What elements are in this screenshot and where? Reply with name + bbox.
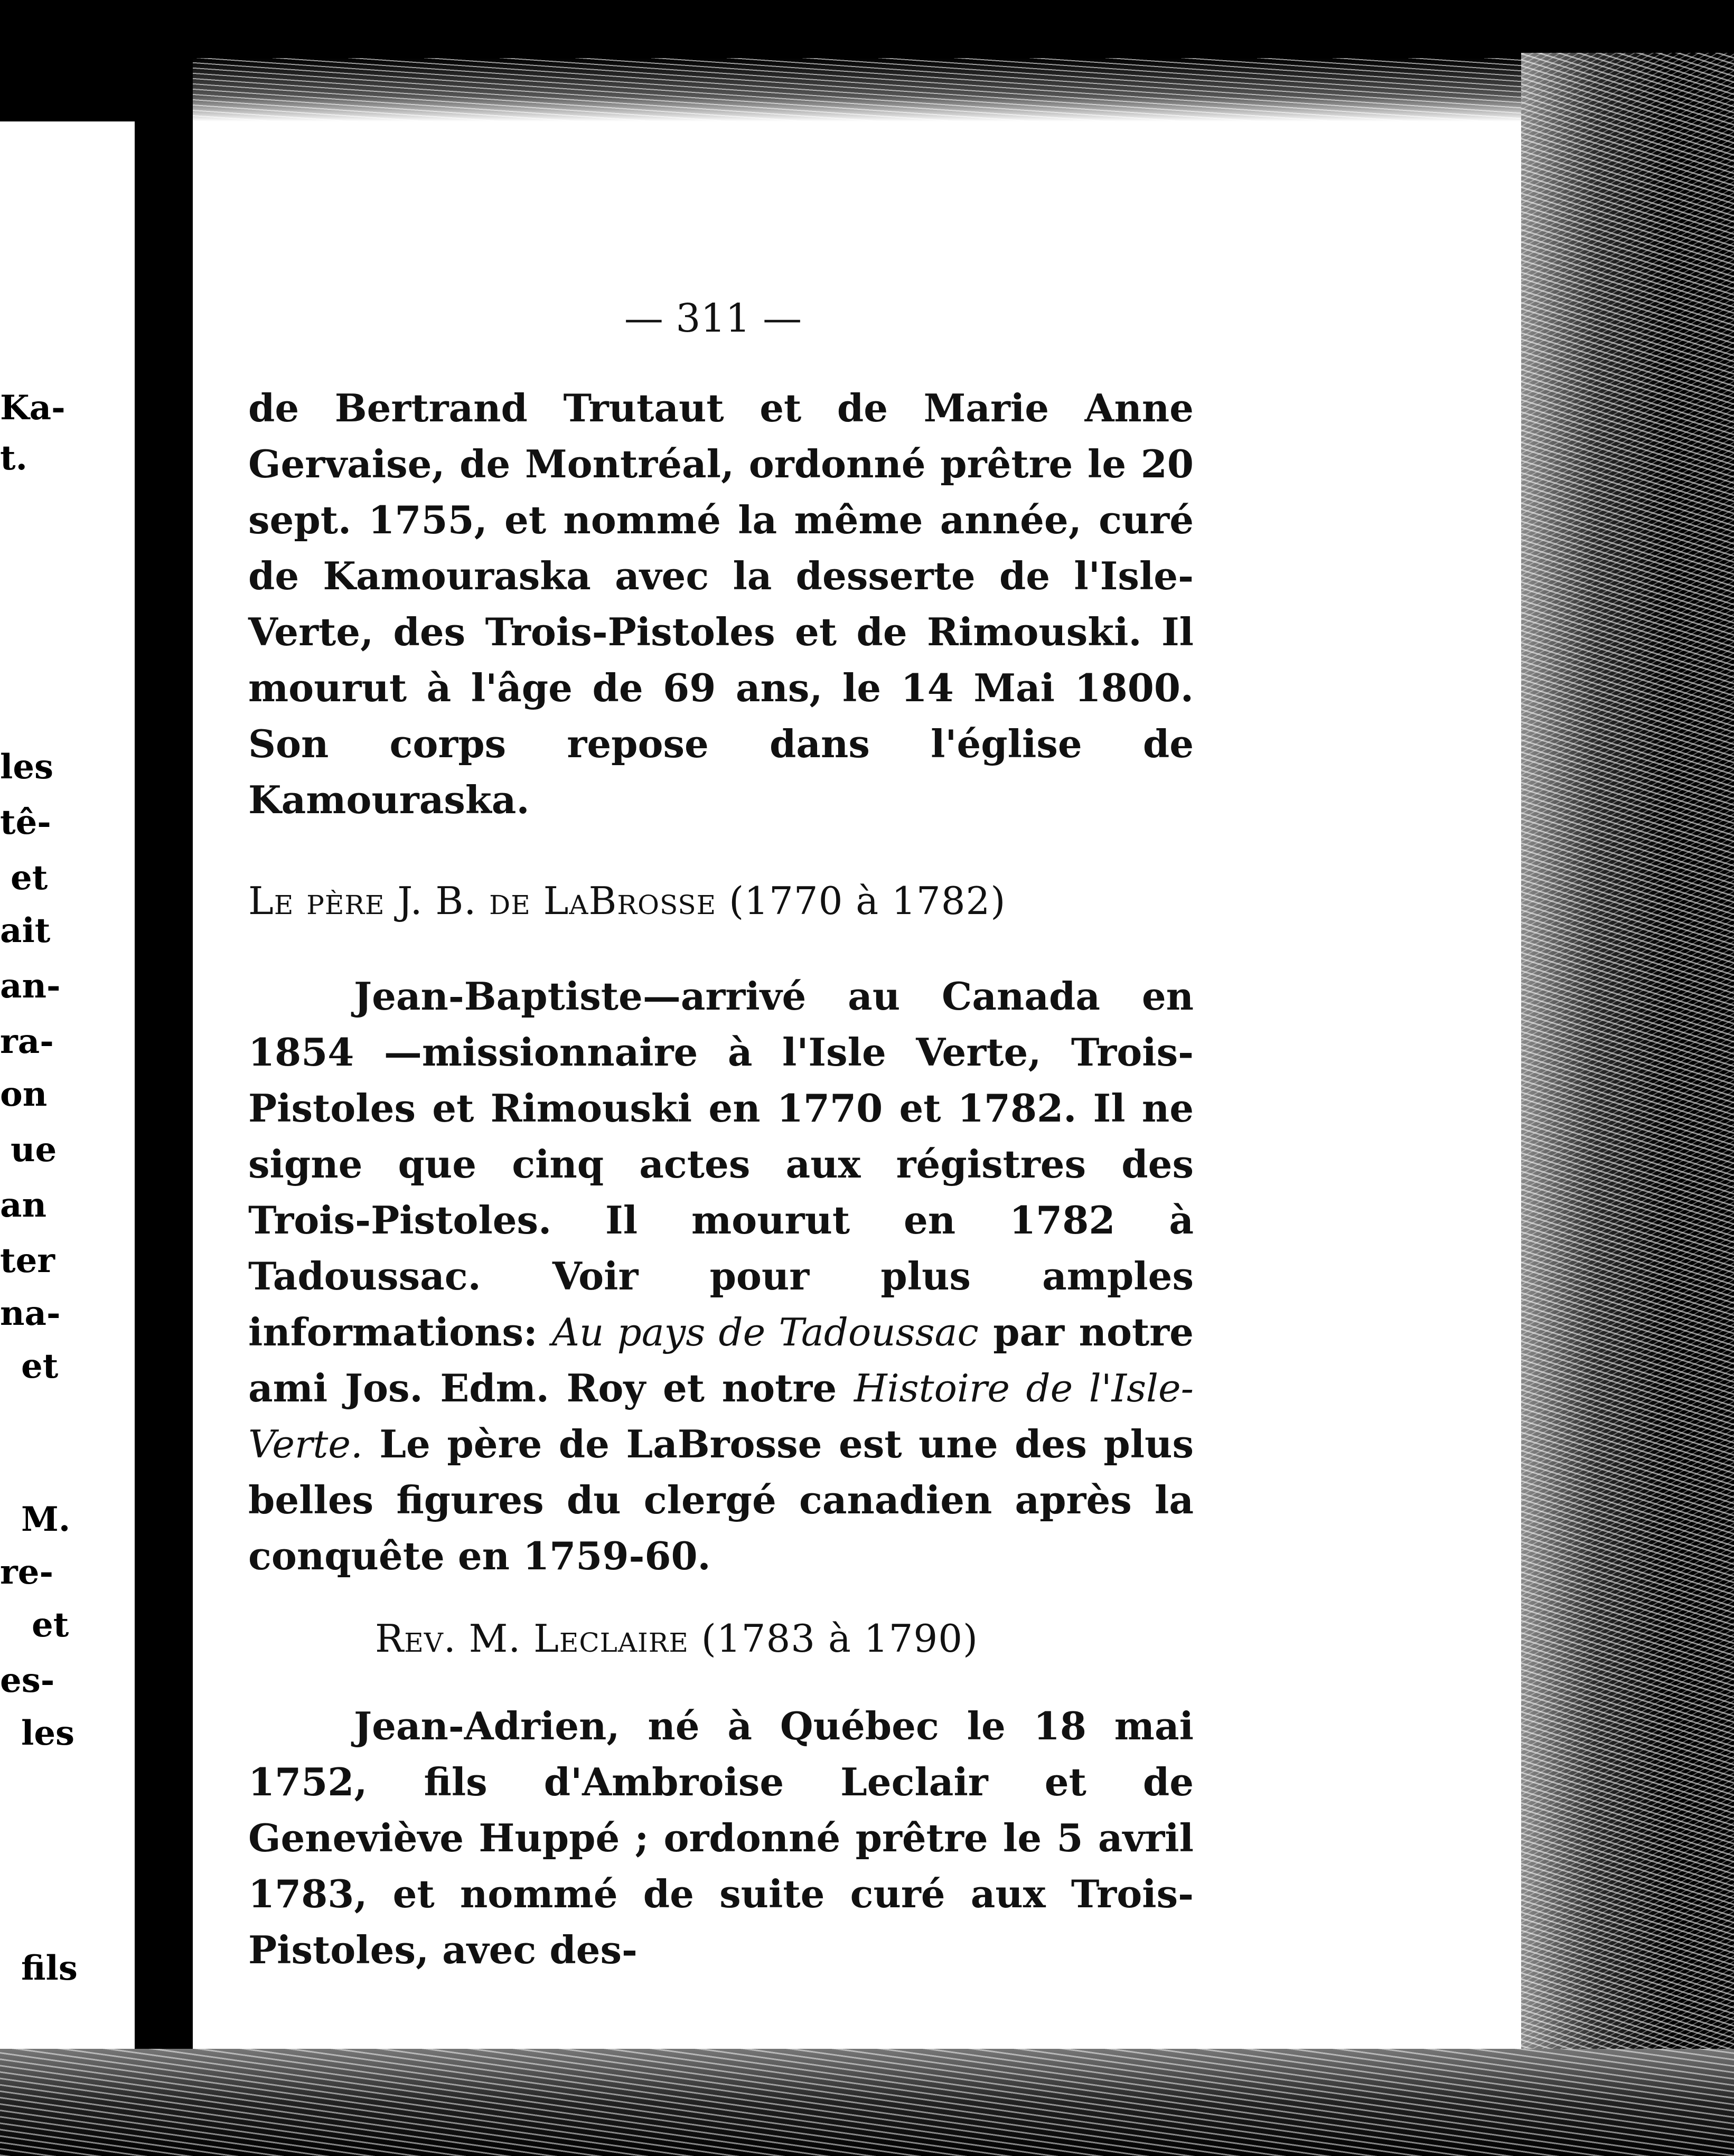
- left-fragment: ue: [11, 1130, 57, 1170]
- page-gutter: [135, 0, 193, 2156]
- left-fragment: re-: [0, 1552, 53, 1592]
- ref-tadoussac: Au pays de Tadoussac: [552, 1310, 979, 1354]
- heading-labrosse-title: Le père J. B. de LaBrosse: [248, 879, 717, 923]
- ref-isle-verte: Histoire de l'Isle-Verte.: [248, 1366, 1194, 1466]
- heading-labrosse-dates: (1770 à 1782): [729, 879, 1006, 923]
- left-fragment: na-: [0, 1294, 61, 1333]
- heading-labrosse: [248, 873, 1194, 929]
- left-fragment: ra-: [0, 1022, 54, 1061]
- left-fragment: les: [21, 1713, 75, 1753]
- left-fragment: ter: [0, 1241, 55, 1281]
- left-fragment: et: [21, 1347, 59, 1386]
- left-fragment: et: [32, 1605, 69, 1645]
- right-scan-edge: [1521, 53, 1734, 2156]
- adjacent-page-strip: [0, 121, 135, 2075]
- left-fragment: Ka-: [0, 388, 65, 428]
- paragraph-labrosse: [248, 968, 1194, 1584]
- left-fragment: ait: [0, 911, 51, 950]
- left-fragment: an: [0, 1185, 46, 1225]
- left-fragment: an-: [0, 966, 61, 1006]
- page-number: — 311 —: [624, 296, 802, 341]
- heading-leclaire-dates: (1783 à 1790): [701, 1616, 979, 1661]
- labrosse-end: Le père de LaBrosse est une des plus belles figures du clergé canadien après la conquête en 1759-60.: [248, 1421, 1194, 1578]
- top-scan-edge: [193, 58, 1566, 121]
- left-fragment: on: [0, 1075, 48, 1114]
- left-fragment: tê-: [0, 803, 51, 842]
- paragraph-trutaut: de Bertrand Trutaut et de Marie Anne Gervaise, de Montréal, ordonné prêtre le 20 sept. 1755, et nommé la même année, curé de Kamouraska avec la desserte de l'Isle-Verte, des Trois-Pistoles et de Rimouski. Il mourut à l'âge de 69 ans, le 14 Mai 1800. Son corps repose dans l'église de Kamouraska.: [248, 385, 1194, 822]
- left-fragment: fils: [21, 1948, 78, 1988]
- bottom-scan-edge: [0, 2049, 1734, 2156]
- left-fragment: es-: [0, 1661, 55, 1700]
- heading-leclaire: [375, 1611, 1194, 1667]
- labrosse-mid: par notre ami Jos. Edm. Roy et notre: [248, 1310, 1194, 1410]
- heading-leclaire-title: Rev. M. Leclaire: [375, 1616, 689, 1661]
- left-fragment: les: [0, 747, 54, 787]
- labrosse-text: Jean-Baptiste—arrivé au Canada en 1854 —missionnaire à l'Isle Verte, Trois-Pistoles et Rimouski en 1770 et 1782. Il ne signe que cinq actes aux régistres des Trois-Pistoles. Il mourut en 1782 à Tadoussac. Voir pour plus amples informations:: [248, 974, 1194, 1354]
- left-fragment: M.: [21, 1500, 71, 1539]
- paragraph-leclaire: Jean-Adrien, né à Québec le 18 mai 1752, fils d'Ambroise Leclair et de Geneviève Huppé ; ordonné prêtre le 5 avril 1783, et nommé de suite curé aux Trois-Pistoles, avec des-: [248, 1703, 1194, 1972]
- left-fragment: t.: [0, 438, 27, 478]
- left-fragment: et: [11, 858, 48, 898]
- page-text: [248, 380, 1194, 1978]
